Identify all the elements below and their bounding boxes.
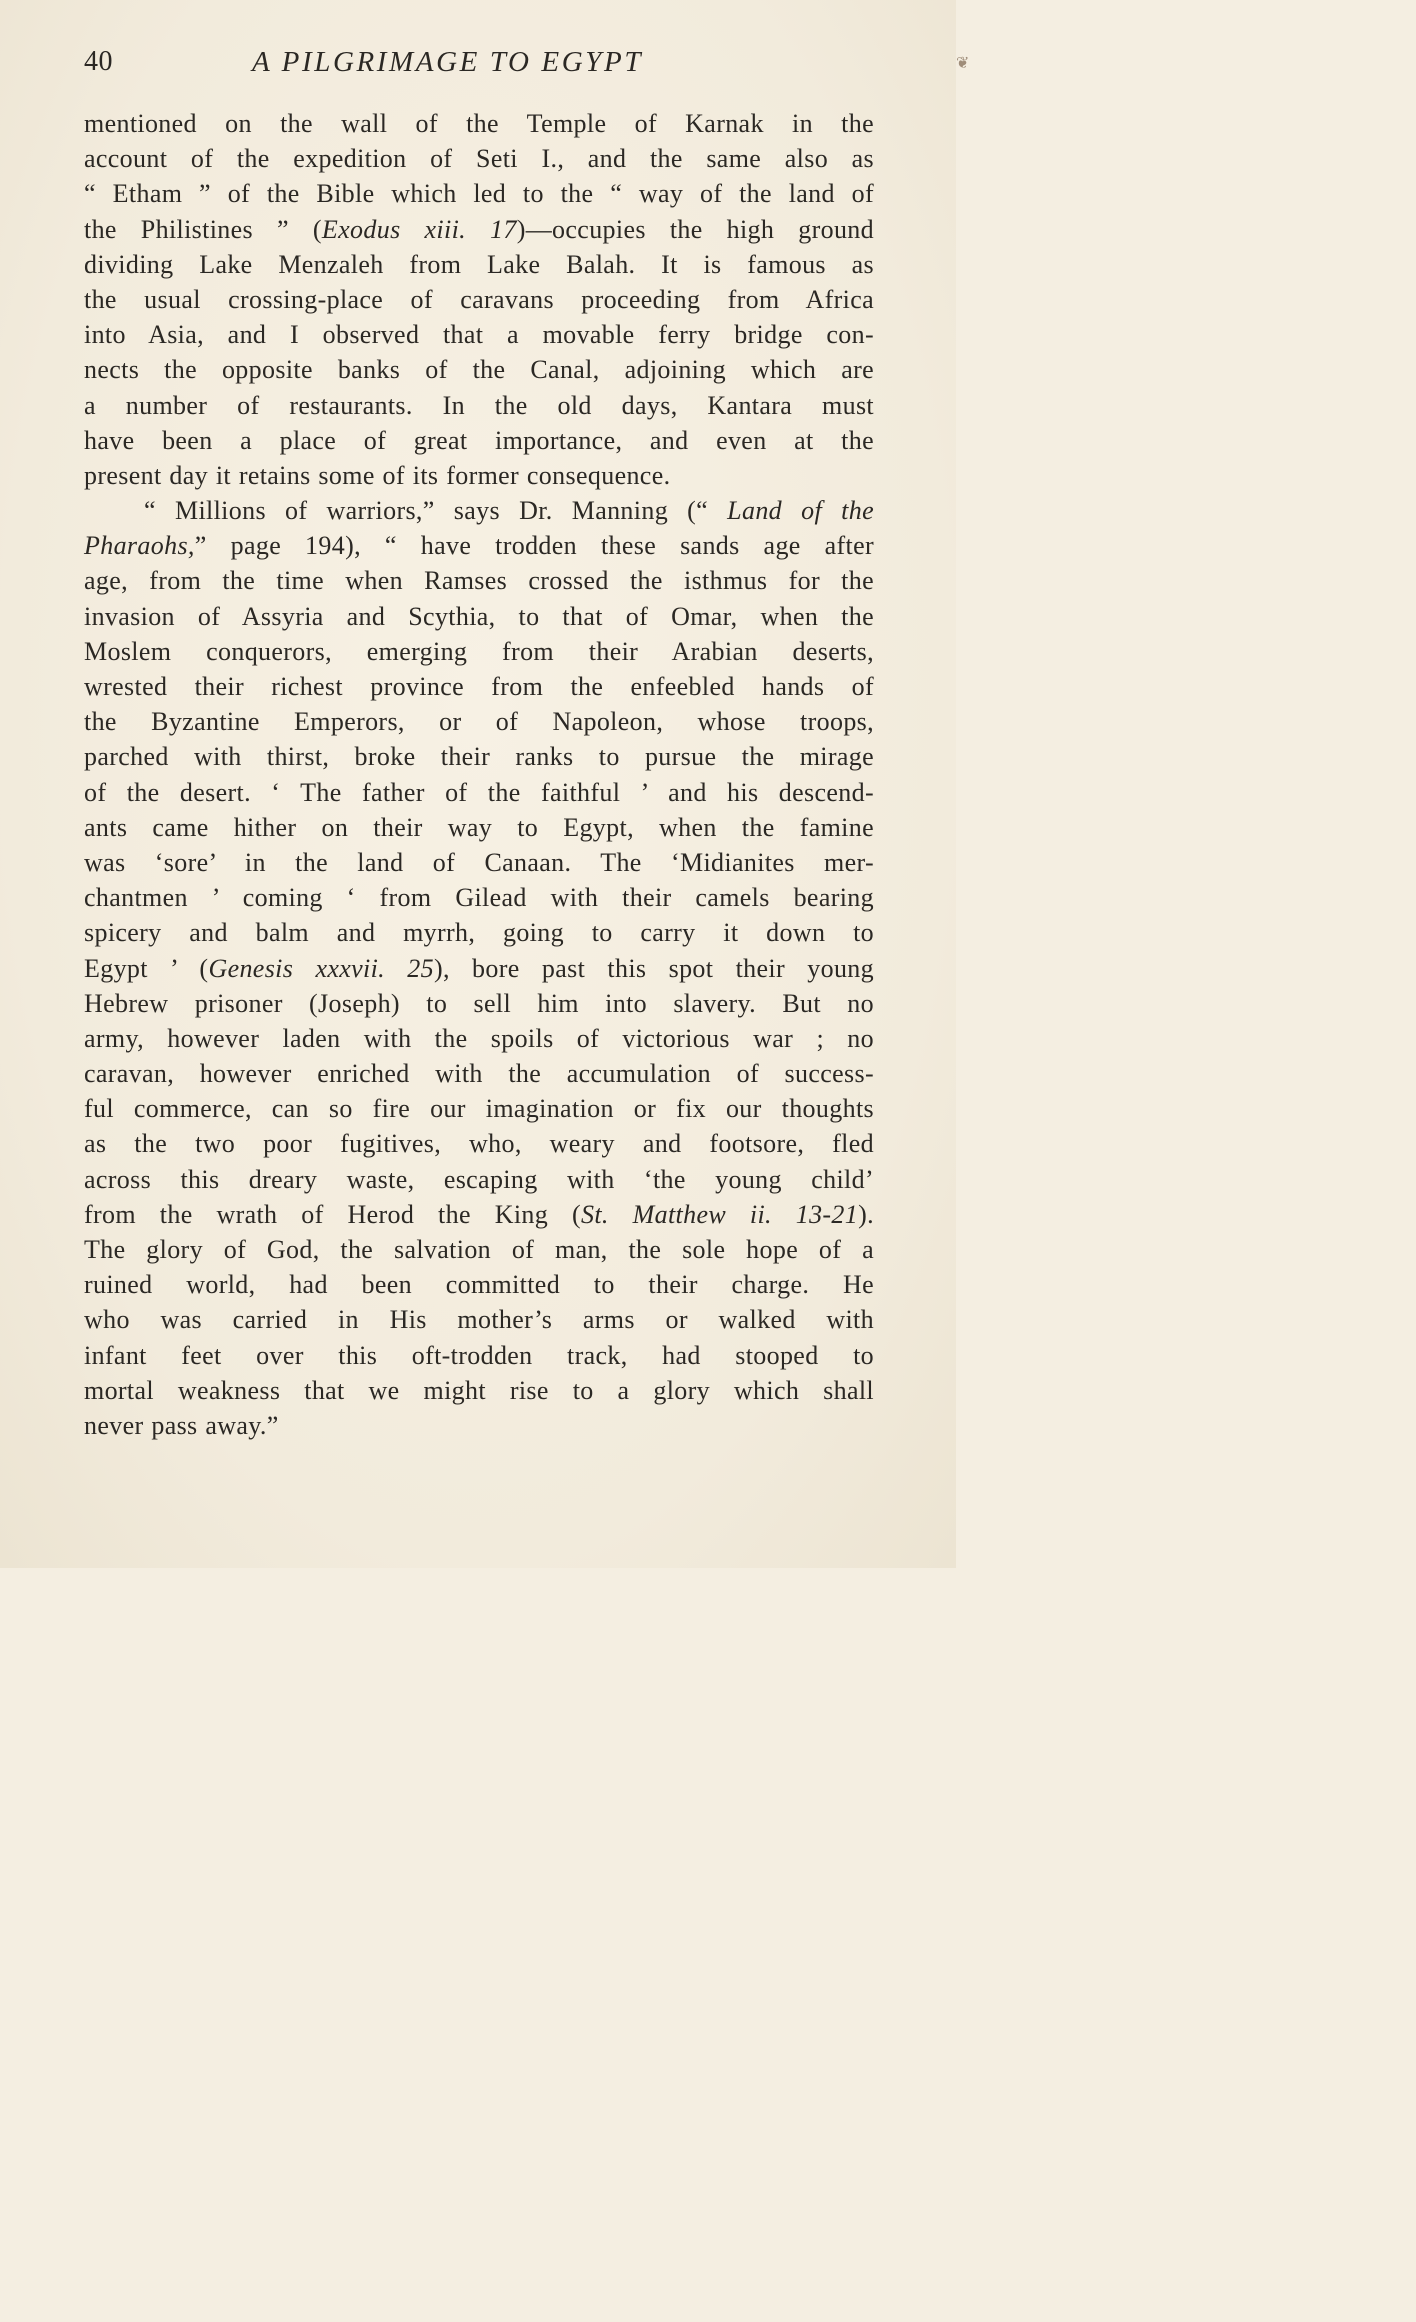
book-page: [0, 0, 970, 1568]
text-run: into Asia, and I observed that a movable ferry bridge con-: [84, 320, 874, 350]
text-run: caravan, however enriched with the accumulation of success-: [84, 1059, 874, 1089]
text-line: [84, 1408, 874, 1443]
body-text: [84, 106, 874, 1443]
text-line: [84, 352, 874, 387]
text-line: [84, 1302, 874, 1337]
text-line: [84, 106, 874, 141]
text-line: [84, 423, 874, 458]
text-run: Moslem conquerors, emerging from their Arabian deserts,: [84, 636, 874, 666]
text-run: the Byzantine Emperors, or of Napoleon, whose troops,: [84, 707, 874, 737]
text-run: nects the opposite banks of the Canal, adjoining which are: [84, 355, 874, 385]
text-line: [84, 951, 874, 986]
text-run: The glory of God, the salvation of man, the sole hope of a: [84, 1235, 874, 1264]
text-run: Hebrew prisoner (Joseph) to sell him into slavery. But no: [84, 988, 874, 1018]
text-line: [84, 986, 874, 1021]
text-run: parched with thirst, broke their ranks to pursue the mirage: [84, 742, 874, 772]
text-line: [84, 915, 874, 950]
text-run: infant feet over this oft-trodden track, had stooped to: [84, 1340, 874, 1370]
text-run: dividing Lake Menzaleh from Lake Balah. It is famous as: [84, 249, 874, 279]
text-run: wrested their richest province from the enfeebled hands of: [84, 672, 874, 701]
text-line: [84, 1232, 874, 1267]
page-number: 40: [84, 46, 113, 77]
text-line: [84, 599, 874, 634]
text-run: of the desert. ‘ The father of the faithful ’ and his descend-: [84, 777, 874, 807]
text-run: have been a place of great importance, and even at the: [84, 425, 874, 455]
italic-citation: Exodus xiii. 17: [321, 214, 517, 244]
text-line: [84, 1162, 874, 1197]
text-line: [84, 176, 874, 211]
text-run: ).: [858, 1199, 874, 1229]
text-line: [84, 247, 874, 282]
text-line: [84, 388, 874, 423]
text-run: spicery and balm and myrrh, going to carry it down to: [84, 918, 874, 948]
text-run: army, however laden with the spoils of victorious war ; no: [84, 1023, 874, 1053]
text-line: [84, 528, 874, 563]
text-line: [84, 1267, 874, 1302]
text-run: ” page 194), “ have trodden these sands age after: [194, 531, 874, 561]
text-line: [84, 739, 874, 774]
text-line: [84, 1373, 874, 1408]
text-line: [84, 1197, 874, 1232]
text-line: [84, 141, 874, 176]
text-run: across this dreary waste, escaping with ‘the young child’: [84, 1164, 874, 1194]
text-run: the usual crossing-place of caravans proceeding from Africa: [84, 284, 874, 314]
text-line: [84, 1126, 874, 1161]
italic-citation: Genesis xxxvii. 25: [208, 953, 434, 983]
text-run: )—occupies the high ground: [516, 214, 874, 244]
text-run: never pass away.”: [84, 1410, 279, 1440]
text-run: age, from the time when Ramses crossed the isthmus for the: [84, 566, 874, 596]
text-line: [84, 775, 874, 810]
text-run: invasion of Assyria and Scythia, to that of Omar, when the: [84, 601, 874, 631]
text-run: mentioned on the wall of the Temple of Karnak in the: [84, 109, 874, 138]
text-run: was ‘sore’ in the land of Canaan. The ‘Midianites mer-: [84, 847, 874, 877]
text-line: [84, 880, 874, 915]
italic-citation: Pharaohs,: [84, 531, 195, 561]
text-run: “ Etham ” of the Bible which led to the “ way of the land of: [84, 179, 874, 209]
text-line: [84, 563, 874, 598]
text-run: ants came hither on their way to Egypt, when the famine: [84, 812, 874, 842]
text-run: account of the expedition of Seti I., and the same also as: [84, 144, 874, 174]
text-line: [84, 1338, 874, 1373]
running-title: A PILGRIMAGE TO EGYPT: [252, 46, 644, 78]
text-line: [84, 704, 874, 739]
text-run: chantmen ’ coming ‘ from Gilead with their camels bearing: [84, 883, 874, 913]
text-run: present day it retains some of its former consequence.: [84, 460, 671, 490]
italic-citation: Land of the: [727, 496, 874, 526]
text-run: Egypt ’ (: [84, 953, 209, 983]
running-head: [84, 46, 970, 86]
italic-citation: St. Matthew ii. 13-21: [580, 1199, 859, 1229]
text-line: [84, 634, 874, 669]
text-run: the Philistines ” (: [84, 214, 322, 244]
text-run: as the two poor fugitives, who, weary and footsore, fled: [84, 1129, 874, 1159]
text-line: [84, 1021, 874, 1056]
text-line: [84, 669, 874, 704]
text-line: [84, 1056, 874, 1091]
text-line: [84, 212, 874, 247]
text-line: [84, 1091, 874, 1126]
text-line: [84, 810, 874, 845]
text-run: “ Millions of warriors,” says Dr. Manning (“: [144, 496, 728, 526]
ornament-icon: ❦: [956, 55, 970, 72]
text-run: ), bore past this spot their young: [433, 953, 874, 983]
text-line: [84, 845, 874, 880]
text-run: ful commerce, can so fire our imagination or fix our thoughts: [84, 1094, 874, 1124]
text-line: [84, 493, 874, 528]
text-line: [84, 317, 874, 352]
text-run: ruined world, had been committed to their charge. He: [84, 1270, 874, 1300]
text-run: from the wrath of Herod the King (: [84, 1199, 581, 1229]
text-run: who was carried in His mother’s arms or walked with: [84, 1305, 874, 1335]
text-line: [84, 282, 874, 317]
text-line: [84, 458, 874, 493]
text-run: mortal weakness that we might rise to a glory which shall: [84, 1375, 874, 1405]
text-run: a number of restaurants. In the old days, Kantara must: [84, 390, 874, 420]
